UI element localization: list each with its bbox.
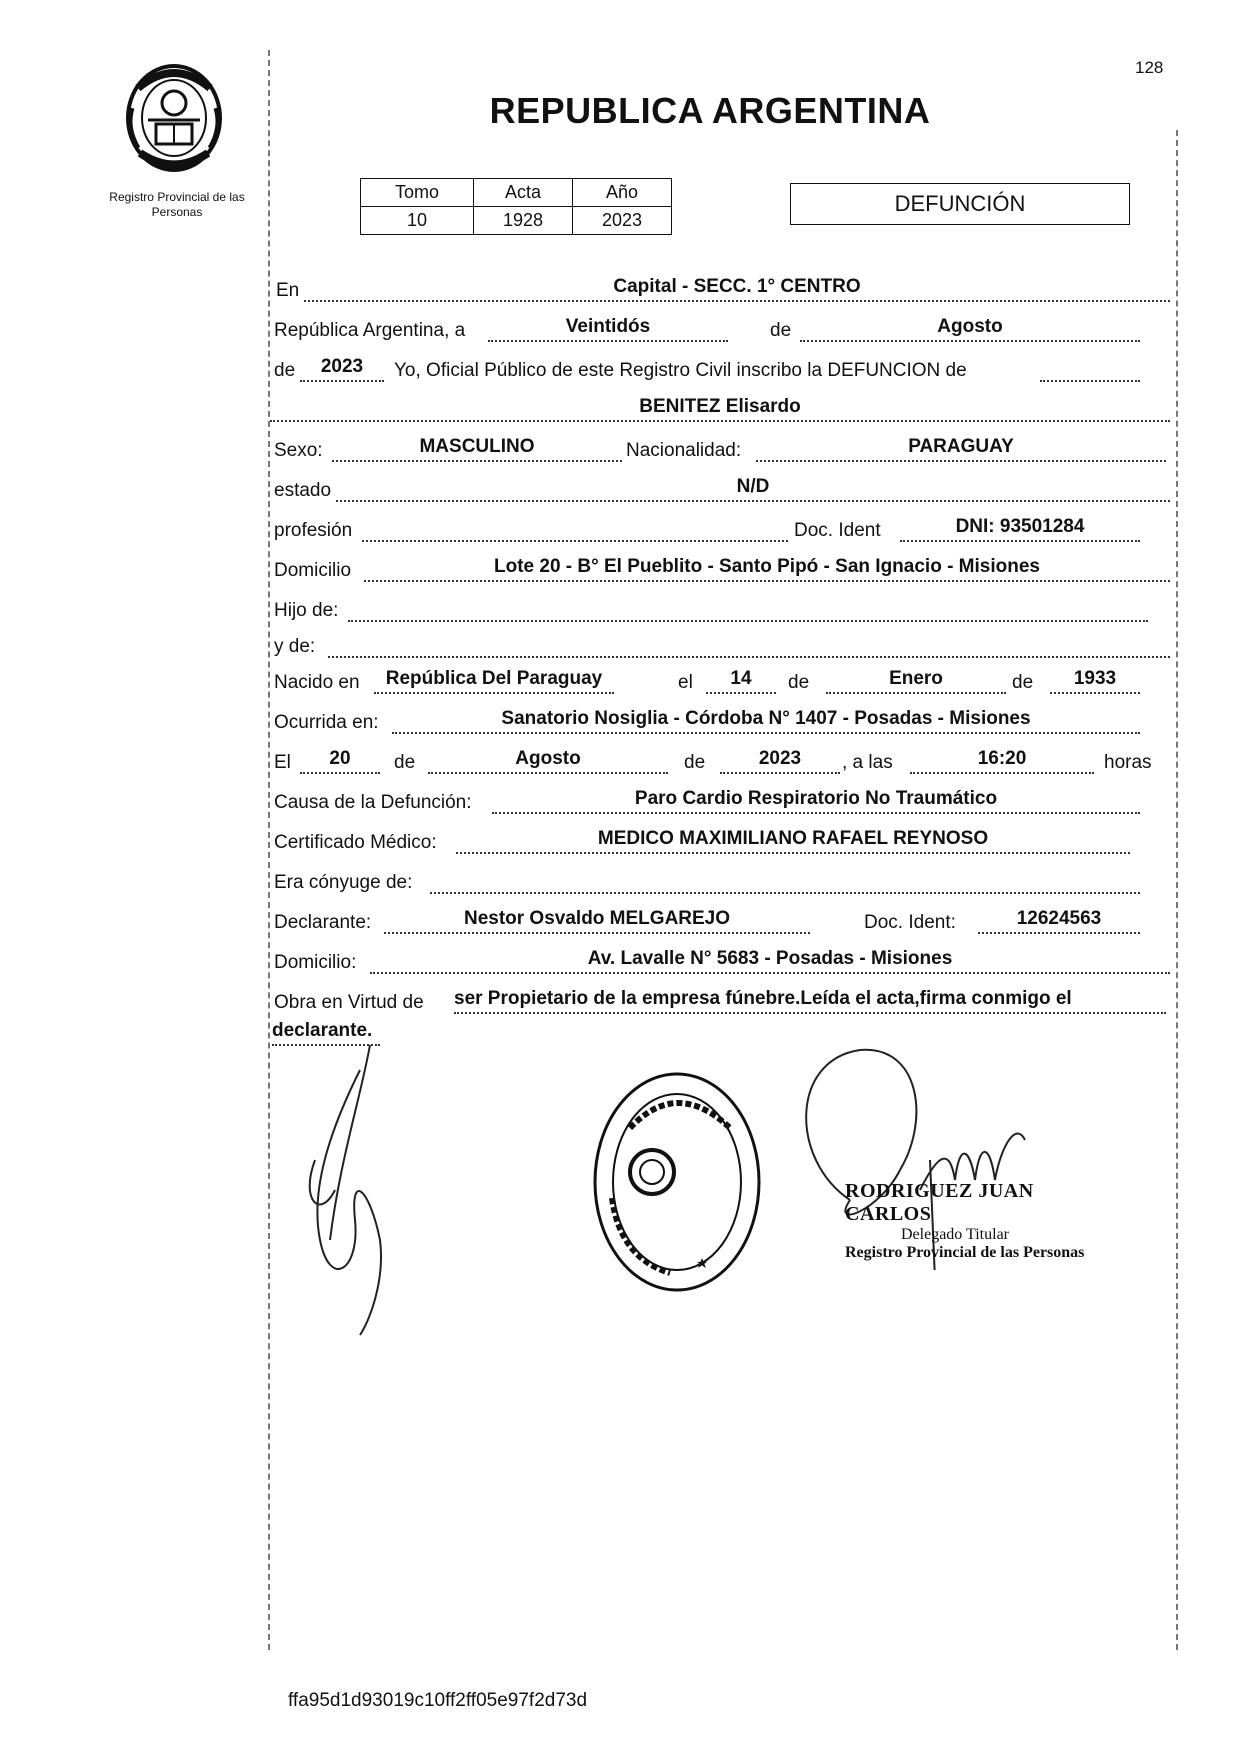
decl-domicilio-label: Domicilio: bbox=[274, 952, 357, 973]
conyuge-value bbox=[430, 866, 1140, 894]
nacido-dia: 14 bbox=[706, 666, 776, 694]
document-hash: ffa95d1d93019c10ff2ff05e97f2d73d bbox=[288, 1690, 588, 1711]
sexo-label: Sexo: bbox=[274, 440, 323, 461]
tomo-value: 10 bbox=[361, 207, 474, 235]
alas-label: , a las bbox=[842, 752, 893, 773]
nacionalidad-label: Nacionalidad: bbox=[626, 440, 742, 461]
nacido-de2-label: de bbox=[1012, 672, 1034, 693]
doc-label: Doc. Ident bbox=[794, 520, 881, 541]
officer-org: Registro Provincial de las Personas bbox=[845, 1244, 1085, 1261]
officer-name: RODRIGUEZ JUAN CARLOS bbox=[845, 1180, 1034, 1225]
death-record-form bbox=[270, 270, 1170, 1054]
domicilio-label: Domicilio bbox=[274, 560, 352, 581]
year-prefix: de bbox=[274, 360, 296, 381]
day-words: Veintidós bbox=[488, 314, 728, 342]
ocurrida-label: Ocurrida en: bbox=[274, 712, 379, 733]
row-profesion bbox=[270, 510, 1170, 550]
inscribo-text: Yo, Oficial Público de este Registro Civil inscribo la DEFUNCION de bbox=[394, 360, 967, 381]
en-label: En bbox=[276, 280, 300, 301]
officer-signature-block bbox=[845, 1180, 1105, 1262]
row-certificado bbox=[270, 822, 1170, 862]
row-year bbox=[270, 350, 1170, 390]
row-nacido bbox=[270, 662, 1170, 702]
anio-header: Año bbox=[573, 179, 672, 207]
year: 2023 bbox=[300, 354, 384, 382]
estado-label: estado bbox=[274, 480, 332, 501]
acta-value: 1928 bbox=[474, 207, 573, 235]
record-table bbox=[360, 178, 672, 235]
anio-value: 2023 bbox=[573, 207, 672, 235]
nacido-label: Nacido en bbox=[274, 672, 360, 693]
row-causa bbox=[270, 782, 1170, 822]
causa-value: Paro Cardio Respiratorio No Traumático bbox=[492, 786, 1140, 814]
province-coat-of-arms-logo bbox=[118, 58, 230, 176]
def-de2-label: de bbox=[684, 752, 706, 773]
estado-value: N/D bbox=[336, 474, 1170, 502]
def-dia: 20 bbox=[300, 746, 380, 774]
yde-label: y de: bbox=[274, 636, 316, 657]
row-ocurrida bbox=[270, 702, 1170, 742]
ocurrida-value: Sanatorio Nosiglia - Córdoba N° 1407 - Posadas - Misiones bbox=[392, 706, 1140, 734]
row-fecha-defuncion bbox=[270, 742, 1170, 782]
profesion-value bbox=[362, 514, 788, 542]
def-de1-label: de bbox=[394, 752, 416, 773]
row-hijo bbox=[270, 590, 1170, 626]
row-sexo bbox=[270, 430, 1170, 470]
nacionalidad-value: PARAGUAY bbox=[756, 434, 1166, 462]
profesion-label: profesión bbox=[274, 520, 353, 541]
tomo-header: Tomo bbox=[361, 179, 474, 207]
def-mes: Agosto bbox=[428, 746, 668, 774]
right-margin-line bbox=[1176, 130, 1178, 1650]
horas-label: horas bbox=[1104, 752, 1152, 773]
decl-doc-value: 12624563 bbox=[978, 906, 1140, 934]
deceased-name: BENITEZ Elisardo bbox=[270, 394, 1170, 422]
declarante-value: Nestor Osvaldo MELGAREJO bbox=[384, 906, 810, 934]
El-label: El bbox=[274, 752, 291, 773]
row-domicilio bbox=[270, 550, 1170, 590]
de-label: de bbox=[770, 320, 792, 341]
declarante-label: Declarante: bbox=[274, 912, 372, 933]
page-number: 128 bbox=[1135, 58, 1164, 77]
en-value: Capital - SECC. 1° CENTRO bbox=[304, 274, 1170, 302]
nacido-de1-label: de bbox=[788, 672, 810, 693]
row-obra bbox=[270, 982, 1170, 1018]
row-estado bbox=[270, 470, 1170, 510]
obra-text: ser Propietario de la empresa fúnebre.Leída el acta,firma conmigo el bbox=[454, 986, 1166, 1014]
official-stamp bbox=[590, 1068, 765, 1296]
republica-label: República Argentina, a bbox=[274, 320, 466, 341]
decl-doc-label: Doc. Ident: bbox=[864, 912, 956, 933]
certificado-value: MEDICO MAXIMILIANO RAFAEL REYNOSO bbox=[456, 826, 1130, 854]
row-en bbox=[270, 270, 1170, 310]
hijo-label: Hijo de: bbox=[274, 600, 339, 621]
sexo-value: MASCULINO bbox=[332, 434, 622, 462]
declarant-signature bbox=[300, 1040, 430, 1340]
hijo-value bbox=[348, 594, 1148, 622]
nacido-el-label: el bbox=[678, 672, 693, 693]
obra-label: Obra en Virtud de bbox=[274, 992, 424, 1013]
nacido-lugar: República Del Paraguay bbox=[374, 666, 614, 694]
row-deceased-name bbox=[270, 390, 1170, 430]
acta-header: Acta bbox=[474, 179, 573, 207]
obra-text-cont: declarante. bbox=[272, 1018, 380, 1046]
yde-value bbox=[328, 630, 1170, 658]
page-title: REPUBLICA ARGENTINA bbox=[489, 90, 931, 131]
decl-domicilio-value: Av. Lavalle N° 5683 - Posadas - Misiones bbox=[370, 946, 1170, 974]
row-republica bbox=[270, 310, 1170, 350]
record-type-box: DEFUNCIÓN bbox=[790, 183, 1130, 225]
inscribo-blank bbox=[1040, 354, 1140, 382]
conyuge-label: Era cónyuge de: bbox=[274, 872, 413, 893]
nacido-mes: Enero bbox=[826, 666, 1006, 694]
officer-role: Delegado Titular bbox=[901, 1226, 1009, 1243]
row-declarante bbox=[270, 902, 1170, 942]
certificado-label: Certificado Médico: bbox=[274, 832, 437, 853]
def-hora: 16:20 bbox=[910, 746, 1094, 774]
registry-label: Registro Provincial de las Personas bbox=[109, 190, 245, 219]
def-anio: 2023 bbox=[720, 746, 840, 774]
nacido-anio: 1933 bbox=[1050, 666, 1140, 694]
doc-value: DNI: 93501284 bbox=[900, 514, 1140, 542]
domicilio-value: Lote 20 - B° El Pueblito - Santo Pipó - San Ignacio - Misiones bbox=[364, 554, 1170, 582]
causa-label: Causa de la Defunción: bbox=[274, 792, 472, 813]
row-conyuge bbox=[270, 862, 1170, 902]
row-decl-domicilio bbox=[270, 942, 1170, 982]
month: Agosto bbox=[800, 314, 1140, 342]
row-yde bbox=[270, 626, 1170, 662]
